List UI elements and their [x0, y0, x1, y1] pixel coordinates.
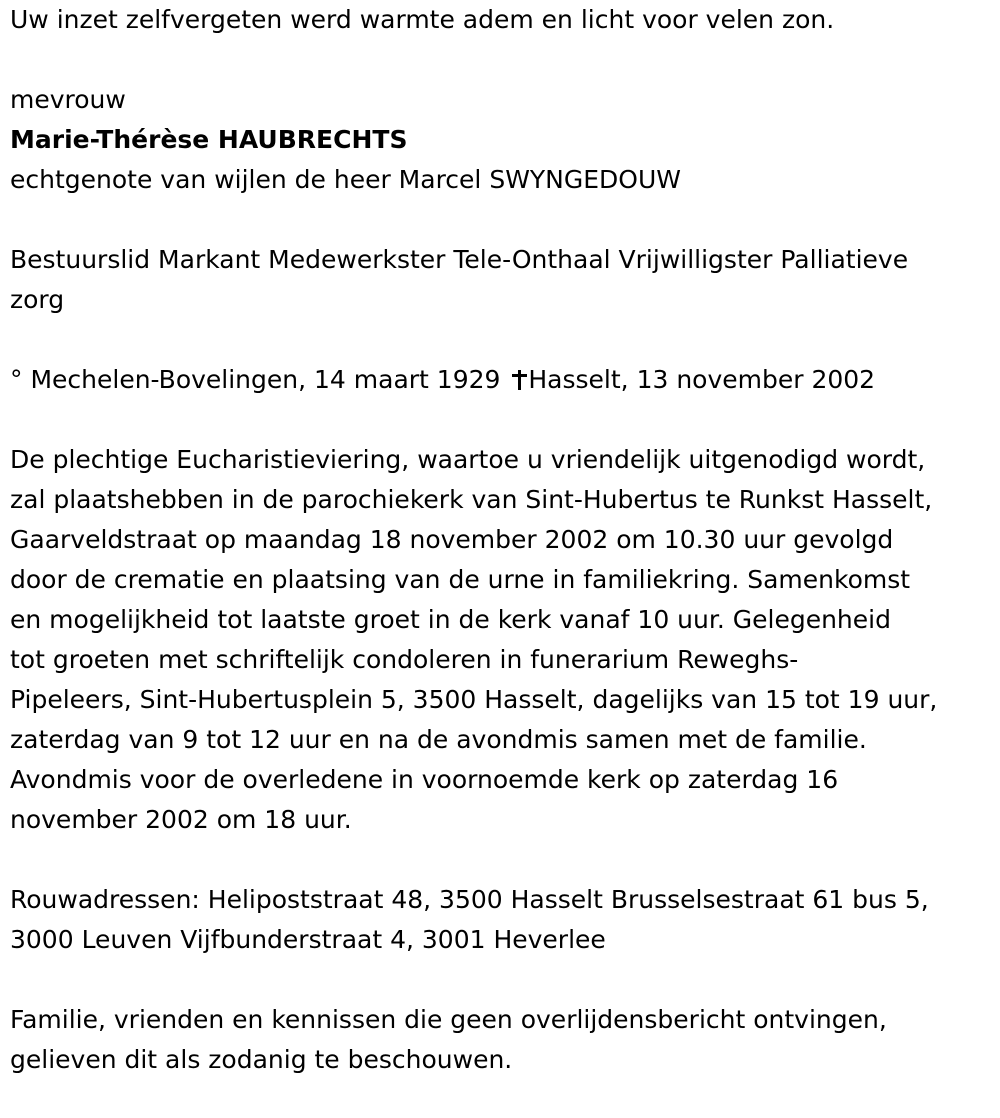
ceremony-line: door de crematie en plaatsing van de urne in familiekring. Samenkomst	[10, 565, 911, 594]
addresses-line-1: Rouwadressen: Helipoststraat 48, 3500 Hasselt Brusselsestraat 61 bus 5,	[10, 885, 929, 914]
roles-line-1: Bestuurslid Markant Medewerkster Tele-Onthaal Vrijwilligster Palliatieve	[10, 245, 909, 274]
ceremony-line: Gaarveldstraat op maandag 18 november 2002 om 10.30 uur gevolgd	[10, 525, 894, 554]
dates-line	[10, 360, 995, 400]
ceremony-line: Pipeleers, Sint-Hubertusplein 5, 3500 Hasselt, dagelijks van 15 tot 19 uur,	[10, 685, 938, 714]
spacer	[10, 840, 995, 880]
title-prefix: mevrouw	[10, 85, 126, 114]
death-date: Hasselt, 13 november 2002	[528, 365, 876, 394]
roles-line-2: zorg	[10, 285, 65, 314]
spacer	[10, 320, 995, 360]
ceremony-line: zaterdag van 9 tot 12 uur en na de avondmis samen met de familie.	[10, 725, 867, 754]
ceremony-line: tot groeten met schriftelijk condoleren in funerarium Reweghs-	[10, 645, 799, 674]
ceremony-line: zal plaatshebben in de parochiekerk van Sint-Hubertus te Runkst Hasselt,	[10, 485, 933, 514]
spouse-line: echtgenote van wijlen de heer Marcel SWYNGEDOUW	[10, 165, 681, 194]
motto: Uw inzet zelfvergeten werd warmte adem en licht voor velen zon.	[10, 5, 835, 34]
cross-icon	[511, 370, 527, 390]
spacer	[10, 40, 995, 80]
ceremony-paragraph	[10, 440, 995, 840]
spacer	[10, 400, 995, 440]
ceremony-line: Avondmis voor de overledene in voornoemde kerk op zaterdag 16	[10, 765, 839, 794]
ceremony-line: De plechtige Eucharistieviering, waartoe u vriendelijk uitgenodigd wordt,	[10, 445, 926, 474]
closing-line-2: gelieven dit als zodanig te beschouwen.	[10, 1045, 513, 1074]
spacer	[10, 960, 995, 1000]
birth-date: ° Mechelen-Bovelingen, 14 maart 1929	[10, 365, 501, 394]
ceremony-line: november 2002 om 18 uur.	[10, 805, 352, 834]
spacer	[10, 200, 995, 240]
closing-line-1: Familie, vrienden en kennissen die geen overlijdensbericht ontvingen,	[10, 1005, 887, 1034]
ceremony-line: en mogelijkheid tot laatste groet in de kerk vanaf 10 uur. Gelegenheid	[10, 605, 891, 634]
obituary-document	[10, 0, 995, 1080]
deceased-name: Marie-Thérèse HAUBRECHTS	[10, 125, 408, 154]
addresses-line-2: 3000 Leuven Vijfbunderstraat 4, 3001 Heverlee	[10, 925, 606, 954]
